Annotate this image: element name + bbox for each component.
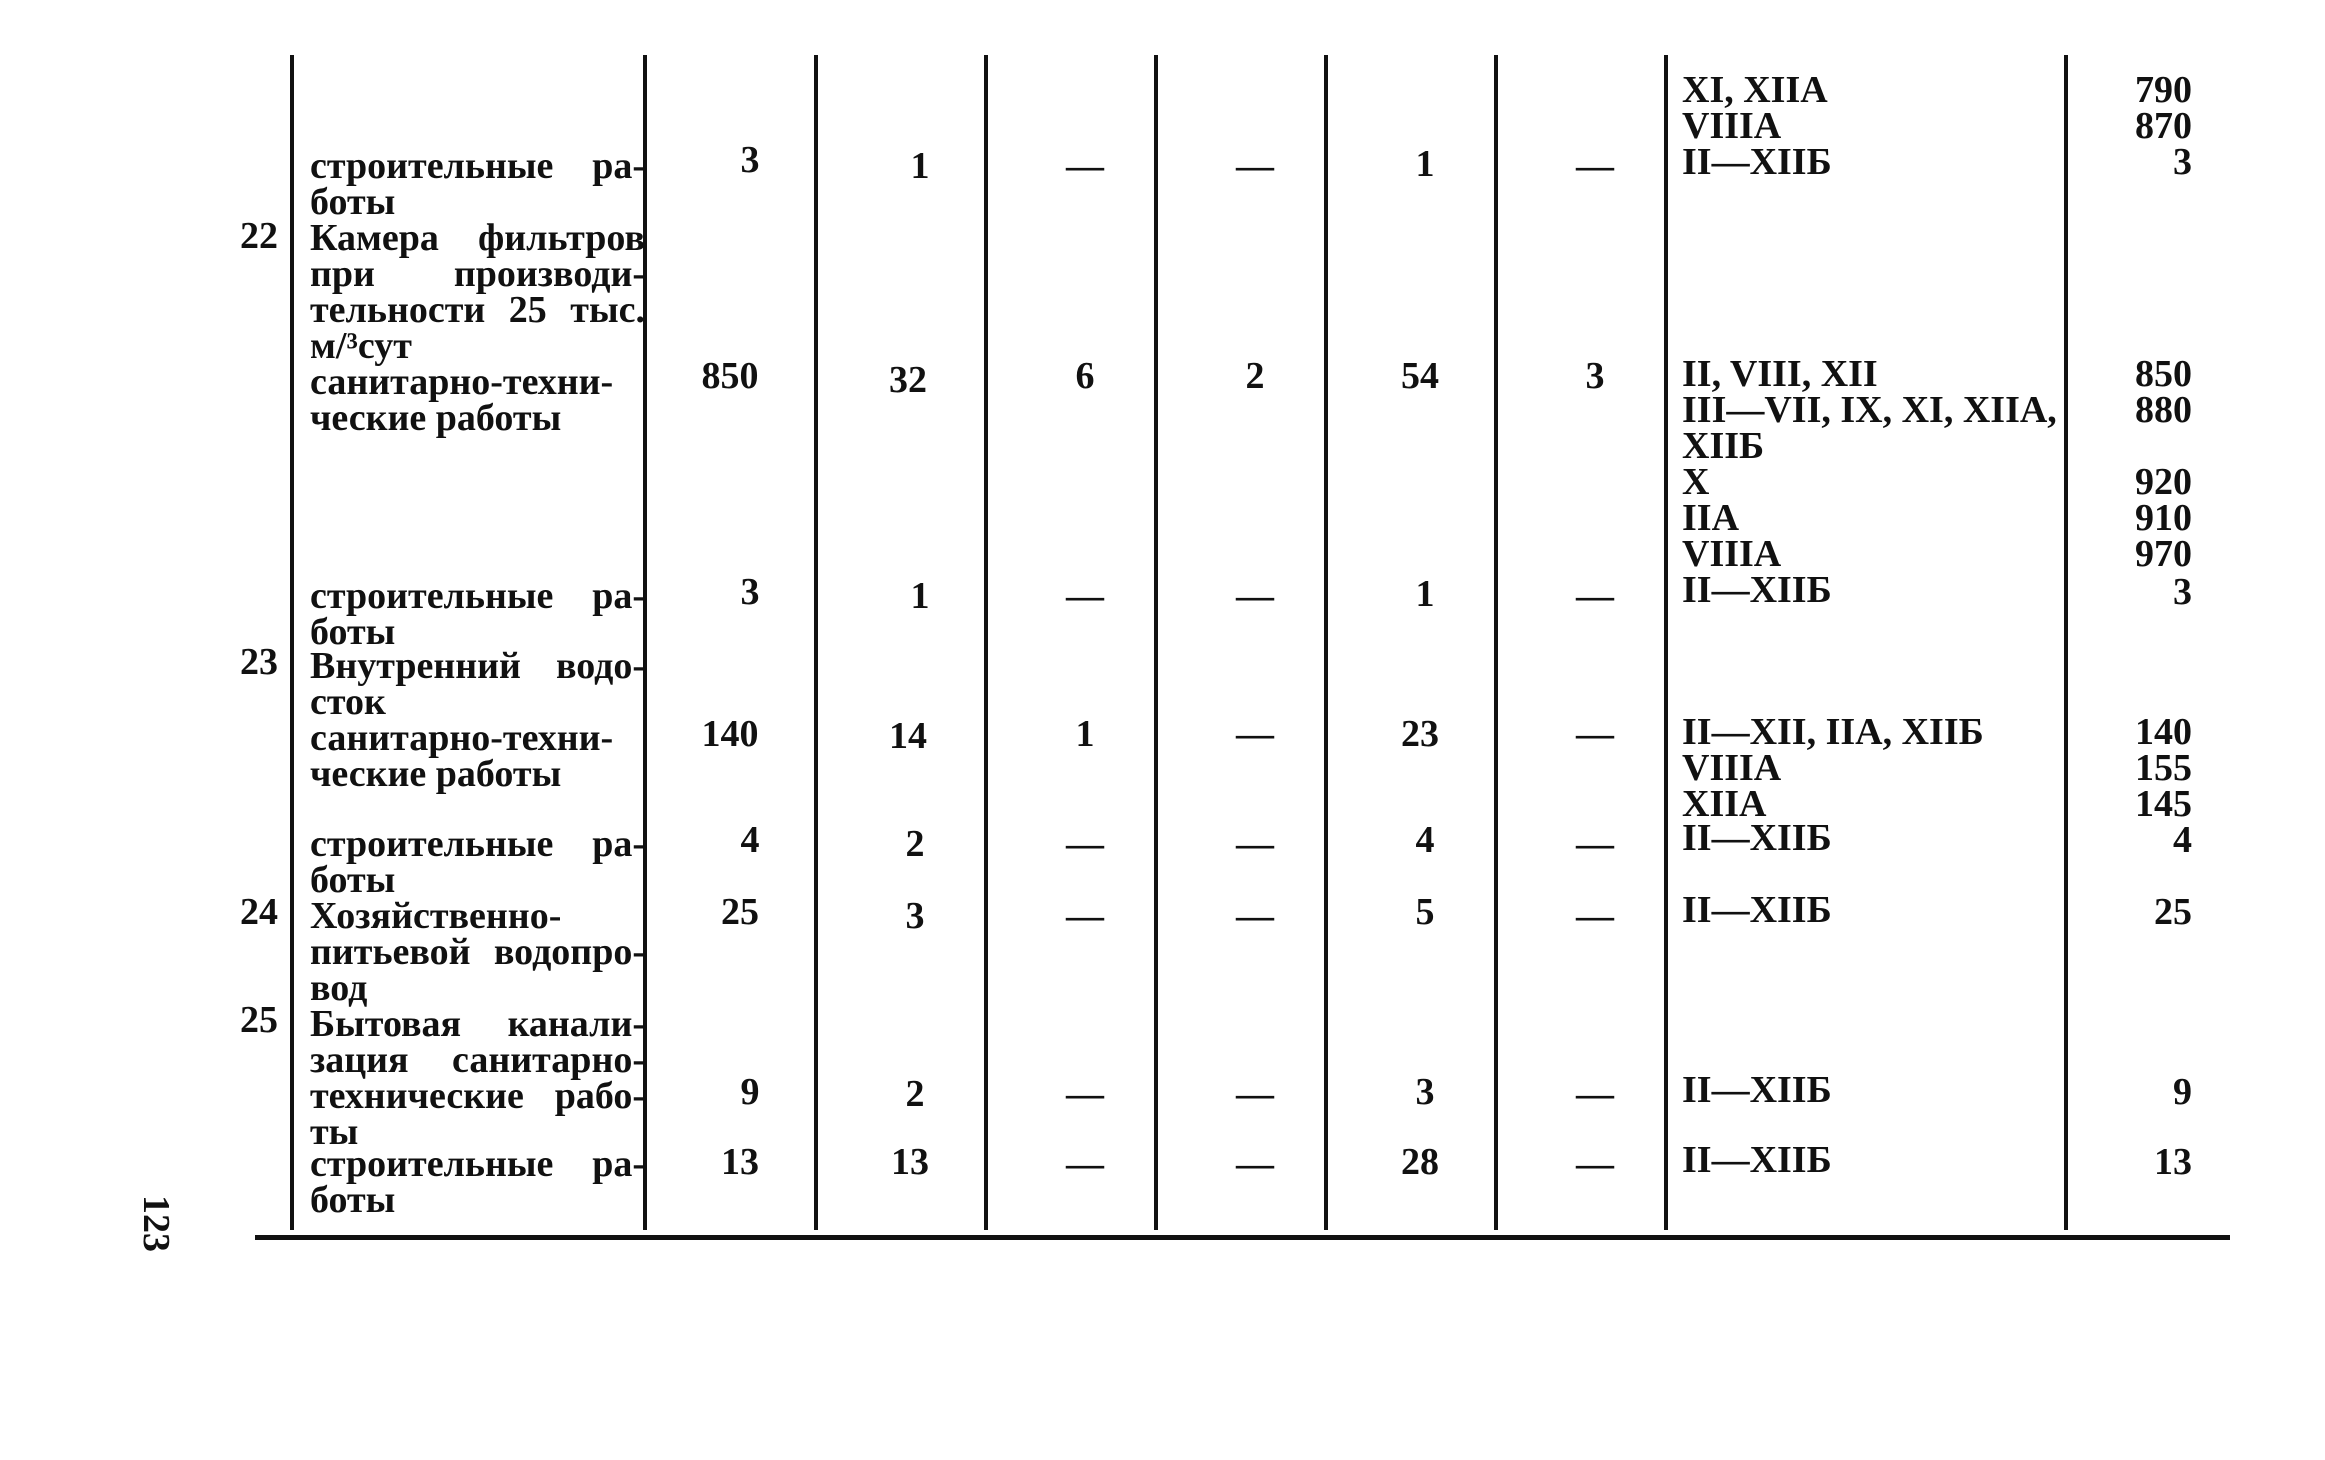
cell-value: 32 (889, 359, 927, 401)
cell-value: — (1576, 895, 1614, 937)
total-value: 155 (2135, 747, 2192, 789)
row-name-line: м/³сут (310, 325, 412, 367)
cell-value: — (1236, 1143, 1274, 1185)
cell-value: — (1576, 1073, 1614, 1115)
column-rule (1154, 55, 1158, 1230)
total-value: 4 (2173, 819, 2192, 861)
cell-value: — (1066, 895, 1104, 937)
total-value: 9 (2173, 1071, 2192, 1113)
total-value: 850 (2135, 353, 2192, 395)
cell-value: 2 (905, 823, 925, 865)
total-value: 970 (2135, 533, 2192, 575)
cell-value: — (1576, 1143, 1614, 1185)
cell-value: — (1576, 575, 1614, 617)
section-ref: VIIIA (1682, 105, 1782, 147)
row-name-line: вод (310, 967, 368, 1009)
row-name-line: ты (310, 1111, 359, 1153)
row-number: 25 (240, 999, 278, 1041)
cell-value: — (1066, 823, 1104, 865)
row-number: 24 (240, 891, 278, 933)
row-name-line: Бытовая канали- (310, 1003, 645, 1045)
row-name-line: боты (310, 181, 396, 223)
row-name-line: зация санитарно- (310, 1039, 645, 1081)
section-ref: II—XIIБ (1682, 889, 1832, 931)
row-name-line: питьевой водопро- (310, 931, 645, 973)
cell-value: 1 (1075, 713, 1095, 755)
cell-value: 14 (889, 715, 927, 757)
column-rule (2064, 55, 2068, 1230)
cell-value: — (1576, 823, 1614, 865)
cell-value: 5 (1415, 891, 1435, 933)
cell-value: — (1236, 1073, 1274, 1115)
total-value: 13 (2154, 1141, 2192, 1183)
section-ref: II—XIIБ (1682, 1139, 1832, 1181)
total-value: 140 (2135, 711, 2192, 753)
cell-value: 1 (910, 575, 930, 617)
total-value: 145 (2135, 783, 2192, 825)
total-value: 880 (2135, 389, 2192, 431)
row-name-line: сток (310, 681, 386, 723)
total-value: 870 (2135, 105, 2192, 147)
cell-value: 1 (1415, 573, 1435, 615)
row-name-line: Внутренний водо- (310, 645, 645, 687)
cell-value: 23 (1401, 713, 1439, 755)
total-value: 3 (2173, 141, 2192, 183)
column-rule (814, 55, 818, 1230)
section-ref: II—XIIБ (1682, 1069, 1832, 1111)
row-name-line: строительные ра- (310, 575, 645, 617)
section-ref: II—XIIБ (1682, 141, 1832, 183)
cell-value: — (1236, 575, 1274, 617)
row-name-line: боты (310, 611, 396, 653)
cell-value: 4 (1415, 819, 1435, 861)
row-name-line: боты (310, 1179, 396, 1221)
cell-value: 850 (701, 355, 759, 397)
section-ref: XIIБ (1682, 425, 1765, 467)
section-ref: II—XIIБ (1682, 569, 1832, 611)
section-ref: X (1682, 461, 1710, 503)
total-value: 25 (2154, 891, 2192, 933)
column-rule (984, 55, 988, 1230)
cell-value: 3 (905, 895, 925, 937)
row-number: 22 (240, 215, 278, 257)
row-name-line: технические рабо- (310, 1075, 645, 1117)
section-ref: VIIIA (1682, 533, 1782, 575)
cell-value: 1 (1415, 143, 1435, 185)
cell-value: 3 (740, 139, 760, 181)
column-rule (1324, 55, 1328, 1230)
row-name-line: строительные ра- (310, 823, 645, 865)
cell-value: — (1576, 145, 1614, 187)
cell-value: 1 (910, 145, 930, 187)
row-name-line: ческие работы (310, 397, 562, 439)
cell-value: 6 (1075, 355, 1095, 397)
cell-value: 3 (740, 571, 760, 613)
total-value: 790 (2135, 69, 2192, 111)
section-ref: VIIIA (1682, 747, 1782, 789)
section-ref: II—XII, IIA, XIIБ (1682, 711, 1984, 753)
section-ref: IIA (1682, 497, 1740, 539)
cell-value: 4 (740, 819, 760, 861)
page-number: 123 (135, 1195, 177, 1252)
cell-value: 140 (701, 713, 759, 755)
table-bottom-rule (255, 1235, 2230, 1240)
cell-value: 2 (905, 1073, 925, 1115)
row-name-line: строительные ра- (310, 145, 645, 187)
section-ref: XIIA (1682, 783, 1767, 825)
column-rule (1664, 55, 1668, 1230)
cell-value: 25 (721, 891, 759, 933)
cell-value: — (1066, 1073, 1104, 1115)
row-name-line: Хозяйственно- (310, 895, 562, 937)
cell-value: — (1236, 145, 1274, 187)
row-name-line: при производи- (310, 253, 645, 295)
cell-value: 3 (1585, 355, 1605, 397)
row-name-line: тельности 25 тыс. (310, 289, 645, 331)
cell-value: — (1066, 575, 1104, 617)
row-number: 23 (240, 641, 278, 683)
row-name-line: Камера фильтров (310, 217, 645, 259)
cell-value: 54 (1401, 355, 1439, 397)
cell-value: 13 (891, 1141, 929, 1183)
cell-value: 28 (1401, 1141, 1439, 1183)
cell-value: 3 (1415, 1071, 1435, 1113)
total-value: 920 (2135, 461, 2192, 503)
section-ref: III—VII, IX, XI, XIIA, (1682, 389, 2057, 431)
section-ref: II—XIIБ (1682, 817, 1832, 859)
column-rule (1494, 55, 1498, 1230)
cell-value: — (1236, 823, 1274, 865)
cell-value: — (1236, 713, 1274, 755)
row-name-line: ческие работы (310, 753, 562, 795)
cell-value: — (1576, 713, 1614, 755)
total-value: 910 (2135, 497, 2192, 539)
cell-value: — (1066, 145, 1104, 187)
section-ref: XI, XIIA (1682, 69, 1828, 111)
cell-value: 13 (721, 1141, 759, 1183)
row-name-line: санитарно-техни- (310, 717, 614, 759)
cell-value: 2 (1245, 355, 1265, 397)
cell-value: — (1066, 1143, 1104, 1185)
cell-value: — (1236, 895, 1274, 937)
cell-value: 9 (740, 1071, 760, 1113)
row-name-line: санитарно-техни- (310, 361, 614, 403)
total-value: 3 (2173, 571, 2192, 613)
section-ref: II, VIII, XII (1682, 353, 1878, 395)
row-name-line: боты (310, 859, 396, 901)
row-name-line: строительные ра- (310, 1143, 645, 1185)
column-rule (290, 55, 294, 1230)
